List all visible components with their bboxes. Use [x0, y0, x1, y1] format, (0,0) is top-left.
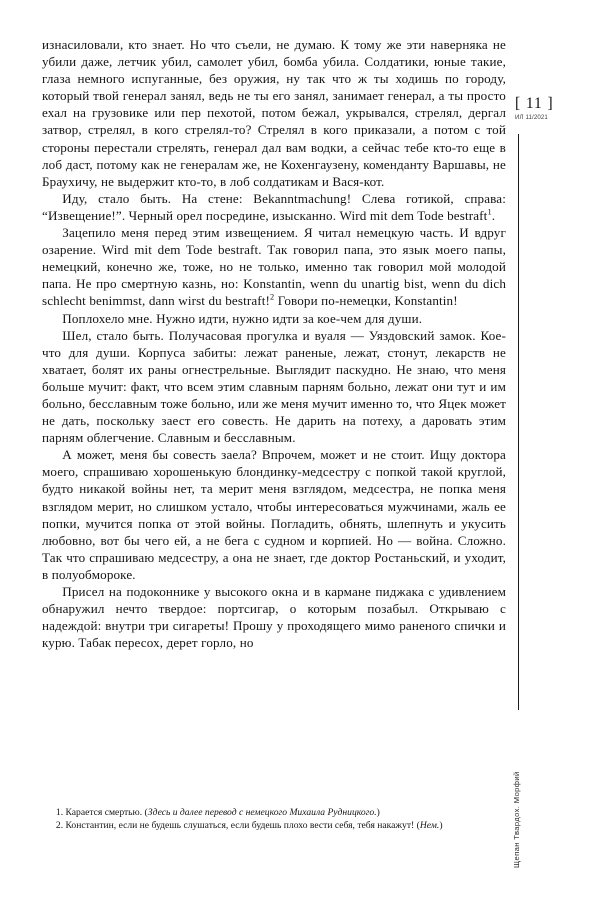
paragraph-2-tail: . [491, 207, 496, 223]
footnote-1 [42, 806, 506, 819]
footnote-2-text: Константин, если не будешь слушаться, если будешь плохо вести себя, тебя накажут! ( [63, 820, 420, 831]
footnote-2-tail: ) [439, 820, 443, 831]
folio-block [515, 95, 585, 122]
paragraph-1: изнасиловали, кто знает. Но что съели, не думаю. К тому же эти наверняка не убили даже, летчик убил, самолет убил, бомба убила. Солдатики, юные такие, глаза немного испуганные, без оружия, ну так что ж ты ходишь по городу, который твой генерал занял, ведь не ты его занял, занимает генерал, а ты просто ехал на грузовике или пер пехотой, потом бежал, укрывался, стрелял, дергал затвор, стрелял, в кого стрелял-то? Стрелял в кого приказали, а потом с той стороны перестали стрелять, генерал дал вам водки, а сейчас тебе кто-то еще в лоб даст, потому как не генералам же, не Кохенгаузену, коменданту Варшавы, не Браухичу, не выдержит кто-то, в лоб солдатикам и Вася-кот. [42, 37, 506, 189]
paragraph-3-text: Зацепило меня перед этим извещением. Я читал немецкую часть. И вдруг озарение. Wird mit dem Tode bestraft. Так говорил папа, это язык моего папы, немецкий, конечно же, тоже, но не только, именно так говорил мой молодой папа. Не про смертную казнь, но: Konstantin, wenn du unartig bist, wenn du dich schlecht benimmst, dann wirst du bestraft! [42, 225, 506, 309]
issue-label: ИЛ 11/2021 [515, 114, 548, 121]
footnote-reference-1[interactable]: 1 [487, 207, 492, 217]
paragraph-5: Шел, стало быть. Получасовая прогулка и вуаля — Уяздовский замок. Кое-что для души. Корпуса забиты: лежат раненые, лежат, стонут, лекарств не хватает, болят их раны огнестрельные. Выглядит паскудно. Не знаю, что меня больше мучит: факт, что всем этим славным парням больно, лежат они тут и им больно, бесславным тоже больно, или же меня мучит именно то, что Яцек может не дать, поскольку заест его совесть. Не дарить на потеху, а даровать этим парням облегчение. Славным и бесславным. [42, 327, 506, 446]
footnotes-block [42, 806, 506, 832]
paragraph-2-text: Иду, стало быть. На стене: Bekanntmachung! Слева готикой, справа: “Извещение!”. Черный орел посредине, изысканно. Wird mit dem Tode bestraft [42, 190, 506, 223]
paragraph-3 [42, 224, 506, 309]
vertical-running-head: Щепан Твардох. Морфий [512, 771, 521, 868]
footnote-2 [42, 819, 506, 832]
paragraph-4: Поплохело мне. Нужно идти, нужно идти за кое-чем для души. [62, 310, 423, 326]
paragraph-7: Присел на подоконнике у высокого окна и в кармане пиджака с удивлением обнаружил нечто твердое: портсигар, о которым позабыл. Открываю с надеждой: внутри три сигареты! Прошу у проходящего мимо раненого спички и курю. Табак пересох, дерет горло, но [42, 584, 506, 651]
footnote-2-marker: 2. [55, 820, 64, 831]
footnote-reference-2[interactable]: 2 [270, 293, 275, 303]
paragraph-3-tail: Говори по-немецки, Konstantin! [274, 293, 458, 309]
footnote-1-marker: 1. [55, 807, 64, 818]
footnote-1-text: Карается смертью. ( [63, 807, 148, 818]
body-text-column [42, 36, 506, 651]
footnote-1-italic: Здесь и далее перевод с немецкого Михаила Рудницкого. [147, 807, 377, 818]
page-number: [ 11 ] [515, 95, 554, 112]
paragraph-2 [42, 190, 506, 224]
footnote-2-italic: Нем. [419, 820, 440, 831]
footnote-1-tail: ) [376, 807, 380, 818]
paragraph-6: А может, меня бы совесть заела? Впрочем, может и не стоит. Ищу доктора моего, спрашиваю хорошенькую блондинку-медсестру с попкой такой круглой, будто никакой войны нет, та мерит меня взглядом, медсестра, не попка меня взглядом мерит, но слишком устало, чтобы интересоваться мужчинами, жаль ее попки, мучится попка от этой войны. Погладить, обнять, шлепнуть и укусить любовно, вот бы чего ей, а не бега с судном и корпией. Но — война. Сложно. Так что спрашиваю медсестру, а она не знает, где доктор Ростаньский, и уходит, в полуобмороке. [42, 447, 506, 582]
margin-vertical-rule [518, 134, 519, 710]
